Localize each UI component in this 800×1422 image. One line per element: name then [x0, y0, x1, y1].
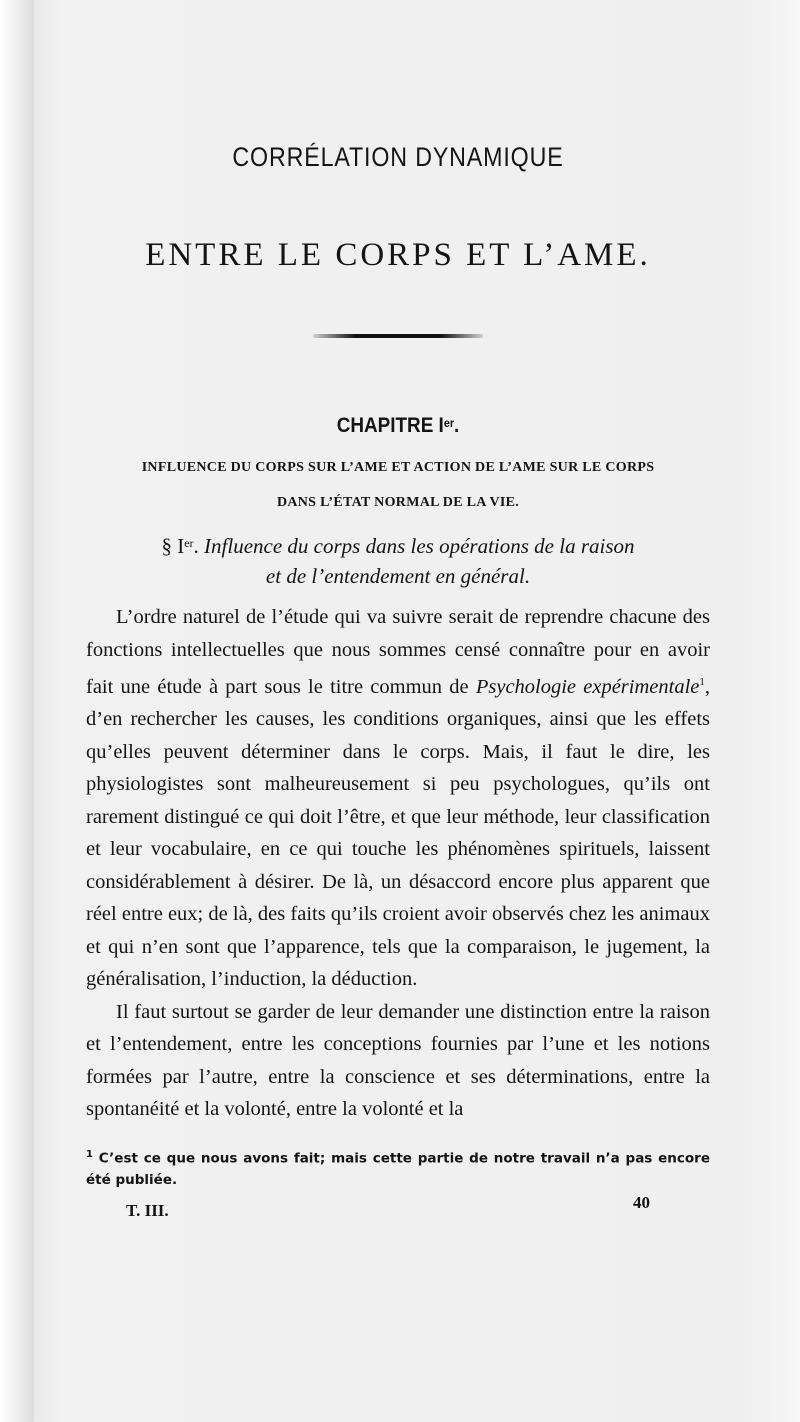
section-mark-sup: er [184, 536, 194, 550]
volume-label: T. III. [126, 1201, 169, 1221]
footnote-ref: 1 [699, 676, 705, 688]
paragraph-1-italic: Psychologie expérimentale [475, 675, 700, 698]
section-title-line-1: Influence du corps dans les opérations de la raison [204, 534, 635, 558]
footnote [86, 1144, 710, 1192]
title-line-1: CORRÉLATION DYNAMIQUE [232, 142, 564, 172]
section-title-line-2: et de l’entendement en général. [265, 564, 531, 588]
section-mark-suffix: . [193, 534, 199, 558]
footnote-text: C’est ce que nous avons fait; mais cette partie de notre travail n’a pas encore été publiée. [86, 1150, 710, 1189]
chapter-label: CHAPITRE I [336, 414, 444, 437]
chapter-label-suffix: . [454, 414, 460, 437]
paragraph-2: Il faut surtout se garder de leur demander une distinction entre la raison et l’entendement, entre les conceptions fournies par l’une et les notions formées par l’autre, entre la conscience et ses déterminations, entre la spontanéité et la volonté, entre la volonté et la [86, 1000, 710, 1121]
signature-number: 40 [633, 1193, 650, 1213]
chapter-subtitle-line-2: DANS L’ÉTAT NORMAL DE LA VIE. [276, 495, 520, 510]
paragraph-1-part-a: L’ordre naturel de l’étude qui va suivre serait de reprendre chacune des fonctions intellectuelles que nous sommes censé connaître pour en avoir fait une étude à part sous le titre commun de [86, 606, 710, 698]
title-rule [313, 334, 483, 338]
footnote-marker: 1 [86, 1148, 93, 1160]
chapter-label-sup: er [443, 416, 455, 430]
title-line-2: ENTRE LE CORPS ET L’AME. [145, 237, 651, 273]
binding-shadow [0, 0, 34, 1422]
section-heading [86, 528, 710, 591]
body-text [86, 601, 710, 1126]
chapter-heading [117, 414, 679, 438]
paragraph-1 [86, 601, 710, 996]
page-content [86, 130, 710, 1227]
chapter-subtitle-line-1: INFLUENCE DU CORPS SUR L’AME ET ACTION DE L’AME SUR LE CORPS [141, 460, 655, 475]
chapter-subtitle [86, 450, 710, 520]
section-mark: § I [161, 534, 185, 558]
paragraph-1-part-b: , d’en rechercher les causes, les conditions organiques, ainsi que les effets qu’elles peuvent déterminer dans le corps. Mais, il faut le dire, les physiologistes sont malheureusement si peu psychologues, qu’ils ont rarement distingué ce qui doit l’être, et que leur méthode, leur classification et leur vocabulaire, en ce qui touche les phénomènes spirituels, laissent considérablement à désirer. De là, un désaccord encore plus apparent que réel entre eux; de là, des faits qu’ils croient avoir observés chez les animaux et qui n’en sont que l’apparence, tels que la comparaison, le jugement, la généralisation, l’induction, la déduction. [86, 675, 710, 991]
page-footer [86, 1193, 710, 1227]
